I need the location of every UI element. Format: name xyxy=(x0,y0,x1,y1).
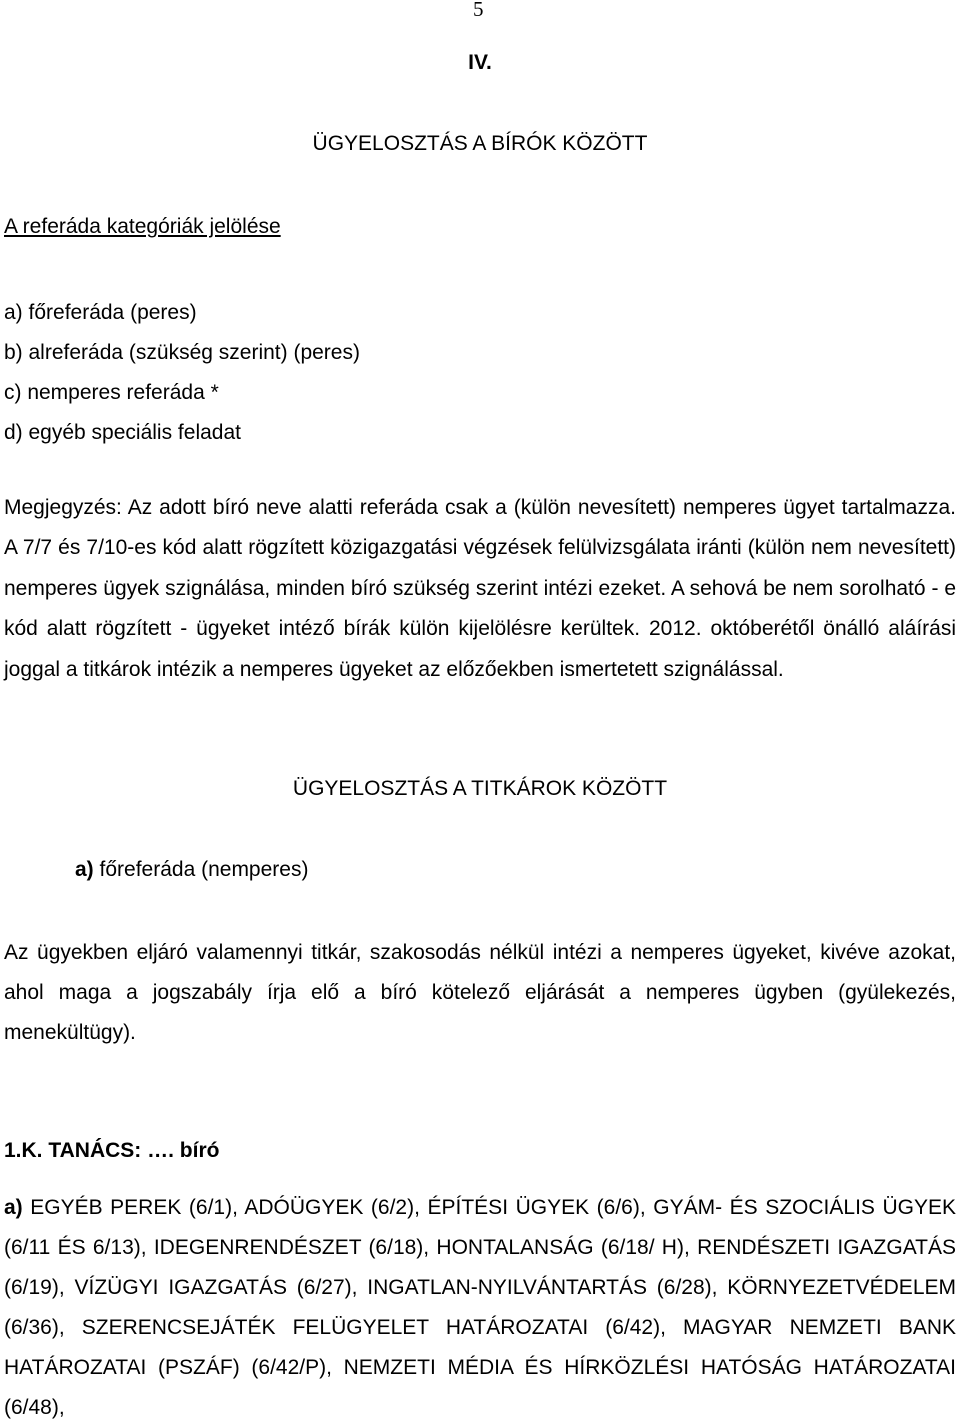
secretary-section-label xyxy=(75,855,308,885)
list-item: a) főreferáda (peres) xyxy=(4,301,197,324)
secretary-paragraph: Az ügyekben eljáró valamennyi titkár, szakosodás nélkül intézi a nemperes ügyeket, kivéve azokat, ahol maga a jogszabály írja elő a bíró kötelező eljárását a nemperes ügyben (gyülekezés, menekültügy). xyxy=(4,941,956,1044)
note-paragraph: Megjegyzés: Az adott bíró neve alatti referáda csak a (külön nevesített) nemperes ügyet tartalmazza. A 7/7 és 7/10-es kód alatt rögzített közigazgatási végzések felülvizsgálata iránti (külön nem nevesített) nemperes ügyek szignálása, minden bíró szükség szerint intézi ezeket. A sehová be nem sorolható - e kód alatt rögzített - ügyeket intéző bírák külön kijelölésre kerültek. 2012. októberétől önálló aláírási joggal a titkárok intézik a nemperes ügyeket az előzőekben ismertetett szignálással. xyxy=(4,496,956,681)
list-item: c) nemperes referáda * xyxy=(4,381,219,404)
council-title: 1.K. TANÁCS: …. bíró xyxy=(4,1139,220,1162)
chapter-number: IV. xyxy=(468,51,492,74)
council-item-marker: a) xyxy=(4,1196,23,1219)
secretary-section-text: főreferáda (nemperes) xyxy=(93,858,309,881)
page-number: 5 xyxy=(473,0,484,21)
secretary-section-marker: a) xyxy=(75,858,94,881)
list-item: d) egyéb speciális feladat xyxy=(4,421,241,444)
subheading-categories: A referáda kategóriák jelölése xyxy=(4,215,281,238)
council-item-paragraph xyxy=(4,1188,956,1428)
heading-judges: ÜGYELOSZTÁS A BÍRÓK KÖZÖTT xyxy=(312,132,648,155)
heading-secretaries: ÜGYELOSZTÁS A TITKÁROK KÖZÖTT xyxy=(292,777,668,800)
council-item-text: EGYÉB PEREK (6/1), ADÓÜGYEK (6/2), ÉPÍTÉSI ÜGYEK (6/6), GYÁM- ÉS SZOCIÁLIS ÜGYEK (6/11 ÉS 6/13), IDEGENRENDÉSZET (6/18), HONTALANSÁG (6/18/ H), RENDÉSZETI IGAZGATÁS (6/19), VÍZÜGYI IGAZGATÁS (6/27), INGATLAN-NYILVÁNTARTÁS (6/28), KÖRNYEZETVÉDELEM (6/36), SZERENCSEJÁTÉK FELÜGYELET HATÁROZATAI (6/42), MAGYAR NEMZETI BANK HATÁROZATAI (PSZÁF) (6/42/P), NEMZETI MÉDIA ÉS HÍRKÖZLÉSI HATÓSÁG HATÁROZATAI (6/48), xyxy=(4,1196,956,1419)
list-item: b) alreferáda (szükség szerint) (peres) xyxy=(4,341,360,364)
category-list xyxy=(4,293,360,453)
